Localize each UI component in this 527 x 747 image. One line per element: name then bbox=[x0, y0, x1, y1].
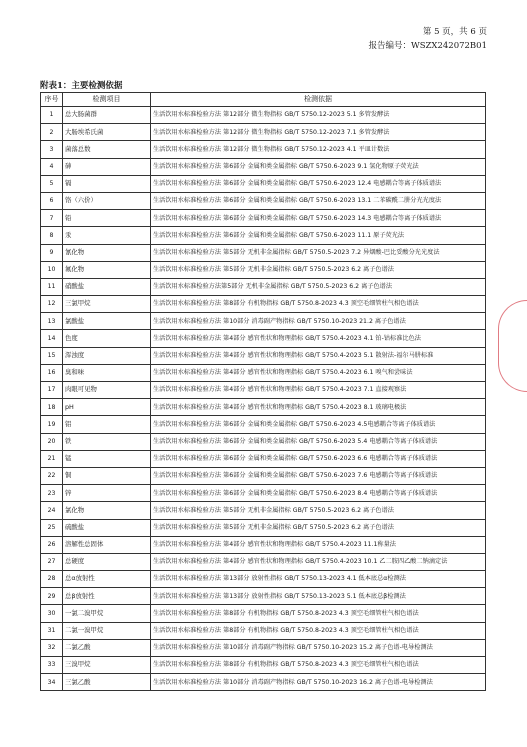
row-test-basis: 生活饮用水标准检验方法 第8部分 有机物指标 GB/T 5750.8-2023 4.3 顶空毛细管柱气相色谱法 bbox=[151, 296, 486, 313]
row-index: 7 bbox=[41, 210, 63, 227]
table-row bbox=[41, 227, 486, 244]
row-test-item: 铅 bbox=[63, 210, 151, 227]
row-test-item: 总β放射性 bbox=[63, 588, 151, 605]
row-index: 29 bbox=[41, 588, 63, 605]
row-index: 10 bbox=[41, 261, 63, 278]
row-test-basis: 生活饮用水标准检验方法 第5部分 无机非金属指标 GB/T 5750.5-2023 6.2 离子色谱法 bbox=[151, 261, 486, 278]
row-index: 15 bbox=[41, 347, 63, 364]
row-test-basis: 生活饮用水标准检验方法第5部分 无机非金属指标 GB/T 5750.5-2023 6.2 离子色谱法 bbox=[151, 278, 486, 295]
table-row bbox=[41, 244, 486, 261]
row-test-basis: 生活饮用水标准检验方法 第5部分 无机非金属指标 GB/T 5750.5-2023 6.2 离子色谱法 bbox=[151, 502, 486, 519]
appendix-title: 附表1：主要检测依据 bbox=[40, 81, 123, 91]
table-row bbox=[41, 639, 486, 656]
row-index: 22 bbox=[41, 467, 63, 484]
row-test-item: 铁 bbox=[63, 433, 151, 450]
row-test-item: 镉 bbox=[63, 175, 151, 192]
row-test-item: 总α放射性 bbox=[63, 571, 151, 588]
row-test-basis: 生活饮用水标准检验方法 第6部分 金属和类金属指标 GB/T 5750.6-2023 8.4 电感耦合等离子体质谱法 bbox=[151, 485, 486, 502]
table-row bbox=[41, 141, 486, 158]
table-row bbox=[41, 605, 486, 622]
table-row bbox=[41, 622, 486, 639]
row-test-basis: 生活饮用水标准检验方法 第12部分 微生物指标 GB/T 5750.12-2023 5.1 多管发酵法 bbox=[151, 107, 486, 124]
row-test-basis: 生活饮用水标准检验方法 第12部分 微生物指标 GB/T 5750.12-2023 7.1 多管发酵法 bbox=[151, 124, 486, 141]
row-test-basis: 生活饮用水标准检验方法 第6部分 金属和类金属指标 GB/T 5750.6-2023 13.1 二苯碳酰二肼分光光度法 bbox=[151, 192, 486, 209]
table-row bbox=[41, 588, 486, 605]
table-row bbox=[41, 347, 486, 364]
row-test-basis: 生活饮用水标准检验方法 第4部分 感官性状和物理指标 GB/T 5750.4-2023 11.1称量法 bbox=[151, 536, 486, 553]
table-row bbox=[41, 536, 486, 553]
row-test-item: 大肠埃希氏菌 bbox=[63, 124, 151, 141]
table-row bbox=[41, 158, 486, 175]
row-test-item: 铜 bbox=[63, 467, 151, 484]
row-test-item: 锰 bbox=[63, 450, 151, 467]
row-test-basis: 生活饮用水标准检验方法 第6部分 金属和类金属指标 GB/T 5750.6-2023 6.6 电感耦合等离子体质谱法 bbox=[151, 450, 486, 467]
row-test-item: 硝酸盐 bbox=[63, 278, 151, 295]
row-test-item: 一氯二溴甲烷 bbox=[63, 605, 151, 622]
row-test-basis: 生活饮用水标准检验方法 第6部分 金属和类金属指标 GB/T 5750.6-2023 9.1 氢化物原子荧光法 bbox=[151, 158, 486, 175]
row-test-basis: 生活饮用水标准检验方法 第4部分 感官性状和物理指标 GB/T 5750.4-2023 6.1 嗅气和尝味法 bbox=[151, 364, 486, 381]
row-test-item: 三氯乙酸 bbox=[63, 674, 151, 691]
row-index: 8 bbox=[41, 227, 63, 244]
table-row bbox=[41, 571, 486, 588]
row-test-basis: 生活饮用水标准检验方法 第8部分 有机物指标 GB/T 5750.8-2023 4.3 顶空毛细管柱气相色谱法 bbox=[151, 622, 486, 639]
row-index: 30 bbox=[41, 605, 63, 622]
basis-table-container bbox=[40, 92, 485, 691]
row-index: 26 bbox=[41, 536, 63, 553]
row-index: 16 bbox=[41, 364, 63, 381]
row-index: 20 bbox=[41, 433, 63, 450]
row-index: 23 bbox=[41, 485, 63, 502]
table-row bbox=[41, 261, 486, 278]
table-row bbox=[41, 330, 486, 347]
column-header-item: 检测项目 bbox=[63, 93, 151, 107]
report-number: 报告编号：WSZX242072B01 bbox=[368, 41, 487, 51]
row-index: 21 bbox=[41, 450, 63, 467]
row-test-basis: 生活饮用水标准检验方法 第10部分 消毒副产物指标 GB/T 5750.10-2023 16.2 离子色谱-电导检测法 bbox=[151, 674, 486, 691]
row-index: 3 bbox=[41, 141, 63, 158]
table-row bbox=[41, 450, 486, 467]
row-index: 17 bbox=[41, 382, 63, 399]
row-index: 25 bbox=[41, 519, 63, 536]
page-header bbox=[368, 25, 487, 53]
row-test-basis: 生活饮用水标准检验方法 第13部分 放射性指标 GB/T 5750.13-2023 5.1 低本底总β检测法 bbox=[151, 588, 486, 605]
row-index: 14 bbox=[41, 330, 63, 347]
row-test-basis: 生活饮用水标准检验方法 第6部分 金属和类金属指标 GB/T 5750.6-2023 11.1 原子荧光法 bbox=[151, 227, 486, 244]
row-test-item: 氯酸盐 bbox=[63, 313, 151, 330]
row-test-item: 砷 bbox=[63, 158, 151, 175]
row-test-item: 菌落总数 bbox=[63, 141, 151, 158]
row-index: 32 bbox=[41, 639, 63, 656]
row-test-basis: 生活饮用水标准检验方法 第8部分 有机物指标 GB/T 5750.8-2023 4.3 顶空毛细管柱气相色谱法 bbox=[151, 605, 486, 622]
row-index: 34 bbox=[41, 674, 63, 691]
table-row bbox=[41, 278, 486, 295]
row-test-basis: 生活饮用水标准检验方法 第4部分 感官性状和物理指标 GB/T 5750.4-2023 8.1 玻璃电极法 bbox=[151, 399, 486, 416]
table-row bbox=[41, 210, 486, 227]
row-index: 1 bbox=[41, 107, 63, 124]
table-row bbox=[41, 416, 486, 433]
row-test-item: 浑浊度 bbox=[63, 347, 151, 364]
table-row bbox=[41, 433, 486, 450]
row-test-item: 硫酸盐 bbox=[63, 519, 151, 536]
row-index: 28 bbox=[41, 571, 63, 588]
row-test-item: pH bbox=[63, 399, 151, 416]
row-test-item: 氰化物 bbox=[63, 244, 151, 261]
row-index: 27 bbox=[41, 553, 63, 570]
row-test-item: 肉眼可见物 bbox=[63, 382, 151, 399]
page-number: 第 5 页，共 6 页 bbox=[422, 27, 487, 37]
row-test-basis: 生活饮用水标准检验方法 第4部分 感官性状和物理指标 GB/T 5750.4-2023 4.1 铂-钴标准比色法 bbox=[151, 330, 486, 347]
row-index: 12 bbox=[41, 296, 63, 313]
row-test-basis: 生活饮用水标准检验方法 第6部分 金属和类金属指标 GB/T 5750.6-2023 4.5电感耦合等离子体质谱法 bbox=[151, 416, 486, 433]
row-test-item: 溶解性总固体 bbox=[63, 536, 151, 553]
row-test-basis: 生活饮用水标准检验方法 第5部分 无机非金属指标 GB/T 5750.5-2023 7.2 异烟酸-巴比妥酸分光光度法 bbox=[151, 244, 486, 261]
basis-table bbox=[40, 92, 486, 691]
column-header-basis: 检测依据 bbox=[151, 93, 486, 107]
table-header-row bbox=[41, 93, 486, 107]
row-test-item: 三溴甲烷 bbox=[63, 657, 151, 674]
row-test-basis: 生活饮用水标准检验方法 第4部分 感官性状和物理指标 GB/T 5750.4-2023 10.1 乙二胺四乙酸二钠滴定法 bbox=[151, 553, 486, 570]
row-test-basis: 生活饮用水标准检验方法 第5部分 无机非金属指标 GB/T 5750.5-2023 6.2 离子色谱法 bbox=[151, 519, 486, 536]
row-test-item: 氟化物 bbox=[63, 261, 151, 278]
row-test-item: 氯化物 bbox=[63, 502, 151, 519]
row-index: 2 bbox=[41, 124, 63, 141]
row-index: 4 bbox=[41, 158, 63, 175]
row-test-item: 总硬度 bbox=[63, 553, 151, 570]
table-row bbox=[41, 192, 486, 209]
table-row bbox=[41, 553, 486, 570]
row-index: 9 bbox=[41, 244, 63, 261]
row-test-item: 总大肠菌群 bbox=[63, 107, 151, 124]
row-test-item: 色度 bbox=[63, 330, 151, 347]
row-test-basis: 生活饮用水标准检验方法 第6部分 金属和类金属指标 GB/T 5750.6-2023 5.4 电感耦合等离子体质谱法 bbox=[151, 433, 486, 450]
table-row bbox=[41, 364, 486, 381]
row-test-item: 铝 bbox=[63, 416, 151, 433]
row-test-item: 铬（六价） bbox=[63, 192, 151, 209]
row-test-item: 三氯甲烷 bbox=[63, 296, 151, 313]
row-index: 31 bbox=[41, 622, 63, 639]
row-test-item: 二氯乙酸 bbox=[63, 639, 151, 656]
table-row bbox=[41, 467, 486, 484]
row-test-basis: 生活饮用水标准检验方法 第6部分 金属和类金属指标 GB/T 5750.6-2023 7.6 电感耦合等离子体质谱法 bbox=[151, 467, 486, 484]
table-row bbox=[41, 674, 486, 691]
column-header-index: 序号 bbox=[41, 93, 63, 107]
table-row bbox=[41, 485, 486, 502]
row-test-basis: 生活饮用水标准检验方法 第10部分 消毒副产物指标 GB/T 5750.10-2023 15.2 离子色谱-电导检测法 bbox=[151, 639, 486, 656]
table-row bbox=[41, 107, 486, 124]
table-row bbox=[41, 313, 486, 330]
row-index: 6 bbox=[41, 192, 63, 209]
table-row bbox=[41, 124, 486, 141]
row-test-item: 汞 bbox=[63, 227, 151, 244]
row-test-basis: 生活饮用水标准检验方法 第8部分 有机物指标 GB/T 5750.8-2023 4.3 顶空毛细管柱气相色谱法 bbox=[151, 657, 486, 674]
table-row bbox=[41, 296, 486, 313]
table-row bbox=[41, 399, 486, 416]
row-index: 11 bbox=[41, 278, 63, 295]
row-index: 24 bbox=[41, 502, 63, 519]
row-test-basis: 生活饮用水标准检验方法 第4部分 感官性状和物理指标 GB/T 5750.4-2023 5.1 散射法-福尔马肼标准 bbox=[151, 347, 486, 364]
row-test-basis: 生活饮用水标准检验方法 第12部分 微生物指标 GB/T 5750.12-2023 4.1 平皿计数法 bbox=[151, 141, 486, 158]
row-index: 5 bbox=[41, 175, 63, 192]
table-row bbox=[41, 382, 486, 399]
row-index: 19 bbox=[41, 416, 63, 433]
row-index: 33 bbox=[41, 657, 63, 674]
table-row bbox=[41, 519, 486, 536]
table-row bbox=[41, 657, 486, 674]
row-test-item: 二氯一溴甲烷 bbox=[63, 622, 151, 639]
row-test-basis: 生活饮用水标准检验方法 第10部分 消毒副产物指标 GB/T 5750.10-2023 21.2 离子色谱法 bbox=[151, 313, 486, 330]
row-test-basis: 生活饮用水标准检验方法 第4部分 感官性状和物理指标 GB/T 5750.4-2023 7.1 直接观察法 bbox=[151, 382, 486, 399]
table-row bbox=[41, 175, 486, 192]
row-test-item: 锌 bbox=[63, 485, 151, 502]
row-index: 13 bbox=[41, 313, 63, 330]
row-test-basis: 生活饮用水标准检验方法 第13部分 放射性指标 GB/T 5750.13-2023 4.1 低本底总α检测法 bbox=[151, 571, 486, 588]
table-row bbox=[41, 502, 486, 519]
row-index: 18 bbox=[41, 399, 63, 416]
row-test-basis: 生活饮用水标准检验方法 第6部分 金属和类金属指标 GB/T 5750.6-2023 14.3 电感耦合等离子体质谱法 bbox=[151, 210, 486, 227]
seal-stamp bbox=[498, 300, 527, 392]
row-test-basis: 生活饮用水标准检验方法 第6部分 金属和类金属指标 GB/T 5750.6-2023 12.4 电感耦合等离子体质谱法 bbox=[151, 175, 486, 192]
row-test-item: 臭和味 bbox=[63, 364, 151, 381]
